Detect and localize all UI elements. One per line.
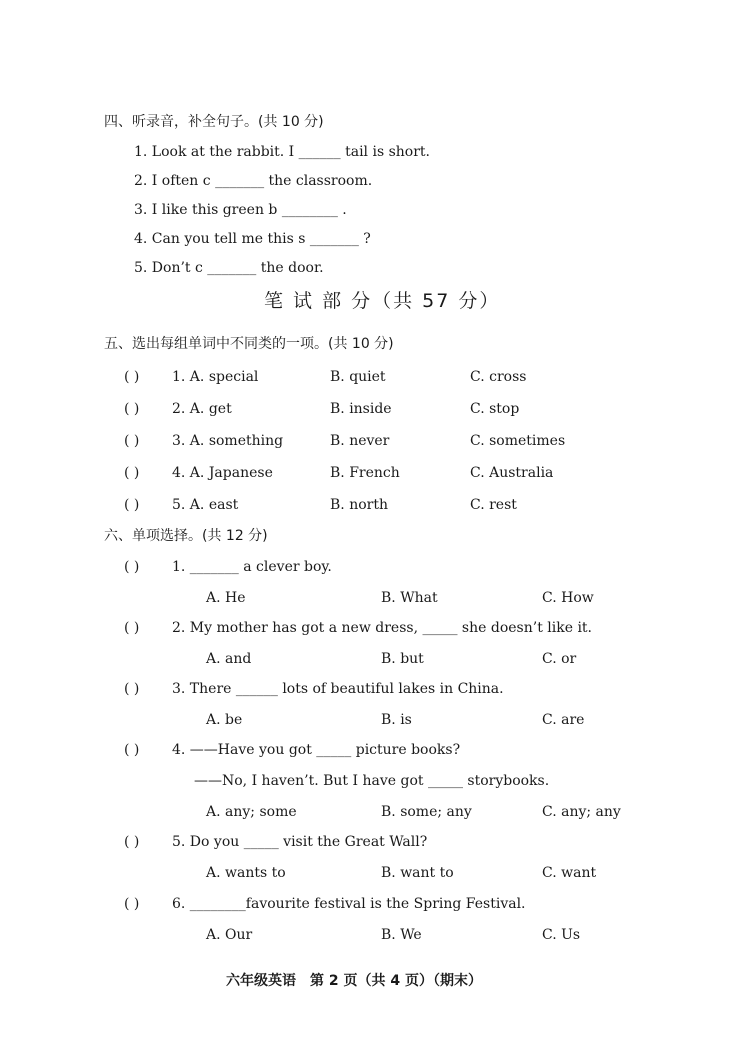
s6-q5-option-b: B. want to [381,865,454,881]
s5-q1-option-b: B. quiet [330,369,386,385]
s5-q4-option-a: 4. A. Japanese [172,465,273,481]
answer-bracket: ( ) [124,559,140,575]
s5-q4-option-c: C. Australia [470,465,554,481]
section-6-title: 六、单项选择。(共 12 分) [104,528,268,544]
s5-q4-option-b: B. French [330,465,400,481]
section-5-title: 五、选出每组单词中不同类的一项。(共 10 分) [104,336,394,352]
s5-q5-option-a: 5. A. east [172,497,239,513]
listening-item-1: 1. Look at the rabbit. I ______ tail is short. [134,144,430,160]
listening-item-4: 4. Can you tell me this s _______ ? [134,231,371,247]
answer-bracket: ( ) [124,465,140,481]
s6-q1-option-a: A. He [206,590,246,606]
listening-item-5: 5. Don’t c _______ the door. [134,260,324,276]
s6-q4-option-c: C. any; any [542,804,621,820]
s6-q2-option-c: C. or [542,651,577,667]
s5-q3-option-c: C. sometimes [470,433,566,449]
answer-bracket: ( ) [124,401,140,417]
answer-bracket: ( ) [124,620,140,636]
listening-item-3: 3. I like this green b ________ . [134,202,347,218]
s5-q5-option-b: B. north [330,497,388,513]
listening-item-2: 2. I often c _______ the classroom. [134,173,373,189]
answer-bracket: ( ) [124,681,140,697]
answer-bracket: ( ) [124,896,140,912]
s5-q2-option-a: 2. A. get [172,401,232,417]
s5-q1-option-c: C. cross [470,369,527,385]
section-4-title: 四、听录音，补全句子。(共 10 分) [104,114,324,130]
answer-bracket: ( ) [124,834,140,850]
s6-q3-option-a: A. be [206,712,243,728]
s5-q3-option-b: B. never [330,433,390,449]
s6-q1-option-c: C. How [542,590,594,606]
s6-q2-option-b: B. but [381,651,424,667]
s6-q3-option-b: B. is [381,712,412,728]
s6-q5-option-a: A. wants to [206,865,286,881]
s5-q2-option-c: C. stop [470,401,520,417]
s5-q1-option-a: 1. A. special [172,369,259,385]
s6-q5-option-c: C. want [542,865,597,881]
s6-q1-option-b: B. What [381,590,438,606]
s6-q6-option-c: C. Us [542,927,581,943]
answer-bracket: ( ) [124,433,140,449]
s5-q5-option-c: C. rest [470,497,517,513]
s6-q4-stem-reply: ——No, I haven’t. But I have got _____ storybooks. [194,773,550,789]
s6-q4-option-b: B. some; any [381,804,472,820]
written-part-header: 笔 试 部 分（共 57 分） [264,290,501,312]
answer-bracket: ( ) [124,742,140,758]
s5-q3-option-a: 3. A. something [172,433,284,449]
s6-q1-stem: 1. _______ a clever boy. [172,559,332,575]
s6-q6-option-b: B. We [381,927,422,943]
page-footer: 六年级英语 第 2 页（共 4 页）（期末） [226,973,482,989]
answer-bracket: ( ) [124,369,140,385]
s6-q3-stem: 3. There ______ lots of beautiful lakes in China. [172,681,504,697]
s5-q2-option-b: B. inside [330,401,392,417]
s6-q6-stem: 6. ________favourite festival is the Spring Festival. [172,896,526,912]
s6-q2-stem: 2. My mother has got a new dress, _____ she doesn’t like it. [172,620,592,636]
s6-q3-option-c: C. are [542,712,585,728]
s6-q4-stem: 4. ——Have you got _____ picture books? [172,742,461,758]
s6-q5-stem: 5. Do you _____ visit the Great Wall? [172,834,428,850]
s6-q4-option-a: A. any; some [206,804,297,820]
s6-q6-option-a: A. Our [206,927,253,943]
s6-q2-option-a: A. and [206,651,252,667]
answer-bracket: ( ) [124,497,140,513]
